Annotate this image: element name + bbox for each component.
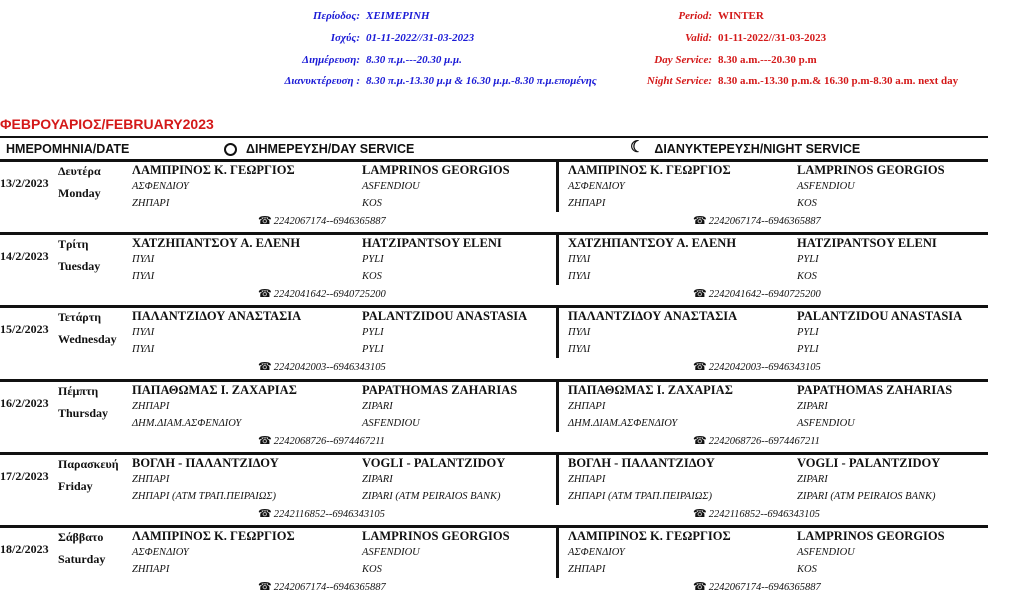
column-date-header xyxy=(6,142,129,156)
night-address-1-en: ZIPARI xyxy=(797,400,828,412)
night-address-1-gr: ΑΣΦΕΝΔΙΟΥ xyxy=(568,547,625,558)
table-row xyxy=(0,305,988,378)
night-phone-number: 2242067174--6946365887 xyxy=(708,216,821,227)
column-date-label: ΗΜΕΡΟΜΗΝΙΑ/DATE xyxy=(6,142,130,156)
night-address-2-en: KOS xyxy=(797,564,817,575)
day-phone xyxy=(258,214,386,227)
moon-icon: ☾ xyxy=(630,139,645,156)
day-phone xyxy=(258,507,385,520)
night-pharmacy-name-gr: ΛΑΜΠΡΙΝΟΣ Κ. ΓΕΩΡΓΙΟΣ xyxy=(568,529,731,543)
night-value-en: 8.30 a.m.-13.30 p.m.& 16.30 p.m-8.30 a.m. next day xyxy=(718,75,959,87)
night-address-2-gr: ΖΗΠΑΡΙ xyxy=(568,564,606,575)
day-address-2-gr: ΔΗΜ.ΔΙΑΜ.ΑΣΦΕΝΔΙΟΥ xyxy=(132,417,242,429)
night-address-1-gr: ΑΣΦΕΝΔΙΟΥ xyxy=(568,181,625,192)
row-day-en: Wednesday xyxy=(58,332,117,347)
day-address-2-en: KOS xyxy=(362,564,382,575)
table-row xyxy=(0,525,988,598)
day-pharmacy-name-gr: ΧΑΤΖΗΠΑΝΤΣΟΥ Α. ΕΛΕΝΗ xyxy=(132,236,301,251)
night-address-2-en: ZIPARI (ATM PEIRAIOS BANK) xyxy=(797,490,936,502)
night-address-2-en: ASFENDIOU xyxy=(797,417,855,429)
night-pharmacy-name-en: LAMPRINOS GEORGIOS xyxy=(797,529,945,543)
night-address-2-gr: ΠΥΛΙ xyxy=(568,271,591,283)
day-value-en: 8.30 a.m.---20.30 p.m xyxy=(718,54,817,66)
day-address-2-en: PYLI xyxy=(362,344,384,356)
day-pharmacy-name-en: VOGLI - PALANTZIDOY xyxy=(362,455,506,470)
row-day-en: Saturday xyxy=(58,552,106,566)
night-pharmacy-name-en: VOGLI - PALANTZIDOY xyxy=(797,455,941,470)
night-label-en: Night Service: xyxy=(646,75,712,87)
row-separator xyxy=(0,452,988,455)
row-day-gr: Παρασκευή xyxy=(58,456,119,471)
night-address-2-gr: ΠΥΛΙ xyxy=(568,344,591,356)
night-phone xyxy=(693,580,821,593)
phone-icon: ☎ xyxy=(693,434,707,447)
night-address-1-en: ASFENDIOU xyxy=(797,547,855,558)
day-pharmacy-name-en: LAMPRINOS GEORGIOS xyxy=(362,163,510,177)
night-pharmacy-name-gr: ΠΑΛΑΝΤΖΙΔΟΥ ΑΝΑΣΤΑΣΙΑ xyxy=(568,309,738,324)
row-separator xyxy=(0,379,988,382)
night-phone-number: 2242042003--6946343105 xyxy=(708,362,821,374)
valid-value-en: 01-11-2022//31-03-2023 xyxy=(718,32,827,44)
day-pharmacy-name-en: PAPATHOMAS ZAHARIAS xyxy=(362,382,518,397)
phone-icon: ☎ xyxy=(258,215,272,227)
row-date: 17/2/2023 xyxy=(0,468,49,483)
period-label-gr: Περίοδος: xyxy=(313,10,360,22)
night-address-1-en: PYLI xyxy=(797,327,819,339)
table-row xyxy=(0,452,988,525)
month-title: ΦΕΒΡΟΥΑΡΙΟΣ/FEBRUARY2023 xyxy=(0,116,214,132)
day-address-1-gr: ΑΣΦΕΝΔΙΟΥ xyxy=(132,547,189,558)
phone-icon: ☎ xyxy=(258,288,272,301)
night-pharmacy-name-en: PALANTZIDOU ANASTASIA xyxy=(797,309,963,324)
period-value-gr: ΧΕΙΜΕΡΙΝΗ xyxy=(366,10,430,22)
row-date: 18/2/2023 xyxy=(0,542,49,556)
night-phone xyxy=(693,360,821,373)
row-day-en: Friday xyxy=(58,478,93,493)
day-address-2-gr: ΖΗΠΑΡΙ (ΑΤΜ ΤΡΑΠ.ΠΕΙΡΑΙΩΣ) xyxy=(132,490,277,502)
day-address-1-gr: ΑΣΦΕΝΔΙΟΥ xyxy=(132,181,189,192)
day-phone xyxy=(258,580,386,593)
day-address-2-gr: ΖΗΠΑΡΙ xyxy=(132,564,170,575)
night-address-2-en: PYLI xyxy=(797,344,819,356)
day-pharmacy-name-en: LAMPRINOS GEORGIOS xyxy=(362,529,510,543)
row-day-gr: Σάββατο xyxy=(58,530,104,544)
row-separator xyxy=(0,232,988,235)
night-pharmacy-name-en: PAPATHOMAS ZAHARIAS xyxy=(797,382,953,397)
day-address-2-en: KOS xyxy=(362,198,382,209)
night-phone-number: 2242067174--6946365887 xyxy=(708,582,821,593)
phone-icon: ☎ xyxy=(258,581,272,593)
day-pharmacy-name-gr: ΛΑΜΠΡΙΝΟΣ Κ. ΓΕΩΡΓΙΟΣ xyxy=(132,163,295,177)
column-separator xyxy=(556,162,559,212)
day-pharmacy-name-gr: ΠΑΛΑΝΤΖΙΔΟΥ ΑΝΑΣΤΑΣΙΑ xyxy=(132,309,302,324)
phone-icon: ☎ xyxy=(693,361,707,374)
night-pharmacy-name-en: LAMPRINOS GEORGIOS xyxy=(797,163,945,177)
day-address-2-gr: ΠΥΛΙ xyxy=(132,271,155,283)
day-address-2-en: ZIPARI (ATM PEIRAIOS BANK) xyxy=(362,490,501,502)
column-day-header xyxy=(224,142,414,156)
phone-icon: ☎ xyxy=(693,215,707,227)
column-separator xyxy=(556,382,559,432)
phone-icon: ☎ xyxy=(258,434,272,447)
row-day-gr: Δευτέρα xyxy=(58,164,101,178)
night-address-1-gr: ΖΗΠΑΡΙ xyxy=(568,473,606,485)
night-address-1-en: ZIPARI xyxy=(797,473,828,485)
phone-icon: ☎ xyxy=(693,581,707,593)
column-separator xyxy=(556,308,559,358)
day-phone-number: 2242041642--6940725200 xyxy=(273,289,386,301)
day-phone xyxy=(258,287,386,300)
night-address-1-en: ASFENDIOU xyxy=(797,181,855,192)
row-day-en: Monday xyxy=(58,186,101,200)
day-pharmacy-name-gr: ΠΑΠΑΘΩΜΑΣ Ι. ΖΑΧΑΡΙΑΣ xyxy=(132,382,297,397)
phone-icon: ☎ xyxy=(693,507,707,520)
night-address-2-gr: ΖΗΠΑΡΙ xyxy=(568,198,606,209)
phone-icon: ☎ xyxy=(258,507,272,520)
column-night-header xyxy=(630,140,860,156)
period-value-en: WINTER xyxy=(718,10,764,22)
night-phone xyxy=(693,287,821,300)
row-separator xyxy=(0,159,988,162)
day-phone xyxy=(258,360,386,373)
night-address-2-gr: ΔΗΜ.ΔΙΑΜ.ΑΣΦΕΝΔΙΟΥ xyxy=(568,417,678,429)
day-address-2-en: KOS xyxy=(362,271,382,283)
day-address-1-en: ZIPARI xyxy=(362,400,393,412)
night-phone-number: 2242041642--6940725200 xyxy=(708,289,821,301)
row-date: 16/2/2023 xyxy=(0,395,49,410)
day-address-1-en: PYLI xyxy=(362,327,384,339)
day-phone xyxy=(258,434,385,447)
valid-label-en: Valid: xyxy=(685,32,712,44)
day-address-1-gr: ΠΥΛΙ xyxy=(132,254,155,266)
column-separator xyxy=(556,528,559,578)
night-address-2-gr: ΖΗΠΑΡΙ (ΑΤΜ ΤΡΑΠ.ΠΕΙΡΑΙΩΣ) xyxy=(568,490,713,502)
day-address-1-en: ASFENDIOU xyxy=(362,547,420,558)
night-address-1-gr: ΠΥΛΙ xyxy=(568,327,591,339)
day-pharmacy-name-gr: ΛΑΜΠΡΙΝΟΣ Κ. ΓΕΩΡΓΙΟΣ xyxy=(132,529,295,543)
day-address-1-gr: ΖΗΠΑΡΙ xyxy=(132,400,170,412)
row-date: 13/2/2023 xyxy=(0,176,49,190)
day-phone-number: 2242067174--6946365887 xyxy=(273,582,386,593)
day-address-1-en: PYLI xyxy=(362,254,384,266)
day-pharmacy-name-gr: ΒΟΓΛΗ - ΠΑΛΑΝΤΖΙΔΟΥ xyxy=(132,455,279,470)
day-pharmacy-name-en: HATZIPANTSOY ELENI xyxy=(362,236,502,251)
day-address-2-en: ASFENDIOU xyxy=(362,417,420,429)
phone-icon: ☎ xyxy=(258,361,272,374)
day-phone-number: 2242116852--6946343105 xyxy=(273,508,385,520)
table-top-line xyxy=(0,136,988,138)
row-day-en: Thursday xyxy=(58,405,109,420)
day-phone-number: 2242067174--6946365887 xyxy=(273,216,386,227)
day-label-en: Day Service: xyxy=(654,54,712,66)
night-pharmacy-name-gr: ΧΑΤΖΗΠΑΝΤΣΟΥ Α. ΕΛΕΝΗ xyxy=(568,236,737,251)
night-phone-number: 2242116852--6946343105 xyxy=(708,508,820,520)
day-label-gr: Διημέρευση: xyxy=(302,54,360,66)
row-date: 14/2/2023 xyxy=(0,249,49,264)
night-address-2-en: KOS xyxy=(797,271,817,283)
day-phone-number: 2242042003--6946343105 xyxy=(273,362,386,374)
column-separator xyxy=(556,455,559,505)
night-phone xyxy=(693,434,820,447)
night-address-1-gr: ΠΥΛΙ xyxy=(568,254,591,266)
night-phone xyxy=(693,507,820,520)
row-separator xyxy=(0,305,988,308)
night-address-1-en: PYLI xyxy=(797,254,819,266)
column-night-label: ΔΙΑΝΥΚΤΕΡΕΥΣΗ/NIGHT SERVICE xyxy=(654,142,861,156)
night-phone-number: 2242068726--6974467211 xyxy=(708,435,820,447)
row-date: 15/2/2023 xyxy=(0,322,49,337)
row-day-gr: Πέμπτη xyxy=(58,383,99,398)
valid-label-gr: Ισχύς: xyxy=(330,32,360,44)
phone-icon: ☎ xyxy=(693,288,707,301)
sun-icon xyxy=(224,143,237,156)
night-pharmacy-name-en: HATZIPANTSOY ELENI xyxy=(797,236,937,251)
row-separator xyxy=(0,525,988,528)
table-row xyxy=(0,232,988,305)
row-day-gr: Τετάρτη xyxy=(58,310,102,325)
table-row xyxy=(0,159,988,232)
day-address-2-gr: ΠΥΛΙ xyxy=(132,344,155,356)
column-day-label: ΔΙΗΜΕΡΕΥΣΗ/DAY SERVICE xyxy=(246,142,415,156)
night-pharmacy-name-gr: ΠΑΠΑΘΩΜΑΣ Ι. ΖΑΧΑΡΙΑΣ xyxy=(568,382,733,397)
night-address-2-en: KOS xyxy=(797,198,817,209)
table-row xyxy=(0,379,988,452)
day-address-1-en: ZIPARI xyxy=(362,473,393,485)
day-address-1-en: ASFENDIOU xyxy=(362,181,420,192)
day-address-1-gr: ΖΗΠΑΡΙ xyxy=(132,473,170,485)
valid-value-gr: 01-11-2022//31-03-2023 xyxy=(366,32,475,44)
row-day-gr: Τρίτη xyxy=(58,237,89,252)
day-address-1-gr: ΠΥΛΙ xyxy=(132,327,155,339)
row-day-en: Tuesday xyxy=(58,259,101,274)
night-label-gr: Διανυκτέρευση : xyxy=(284,75,360,87)
day-value-gr: 8.30 π.μ.---20.30 μ.μ. xyxy=(366,54,462,66)
night-pharmacy-name-gr: ΒΟΓΛΗ - ΠΑΛΑΝΤΖΙΔΟΥ xyxy=(568,455,715,470)
day-pharmacy-name-en: PALANTZIDOU ANASTASIA xyxy=(362,309,528,324)
night-pharmacy-name-gr: ΛΑΜΠΡΙΝΟΣ Κ. ΓΕΩΡΓΙΟΣ xyxy=(568,163,731,177)
column-separator xyxy=(556,235,559,285)
day-address-2-gr: ΖΗΠΑΡΙ xyxy=(132,198,170,209)
night-value-gr: 8.30 π.μ.-13.30 μ.μ & 16.30 μ.μ.-8.30 π.μ.επομένης xyxy=(366,75,597,87)
day-phone-number: 2242068726--6974467211 xyxy=(273,435,385,447)
night-phone xyxy=(693,214,821,227)
night-address-1-gr: ΖΗΠΑΡΙ xyxy=(568,400,606,412)
period-label-en: Period: xyxy=(678,10,712,22)
